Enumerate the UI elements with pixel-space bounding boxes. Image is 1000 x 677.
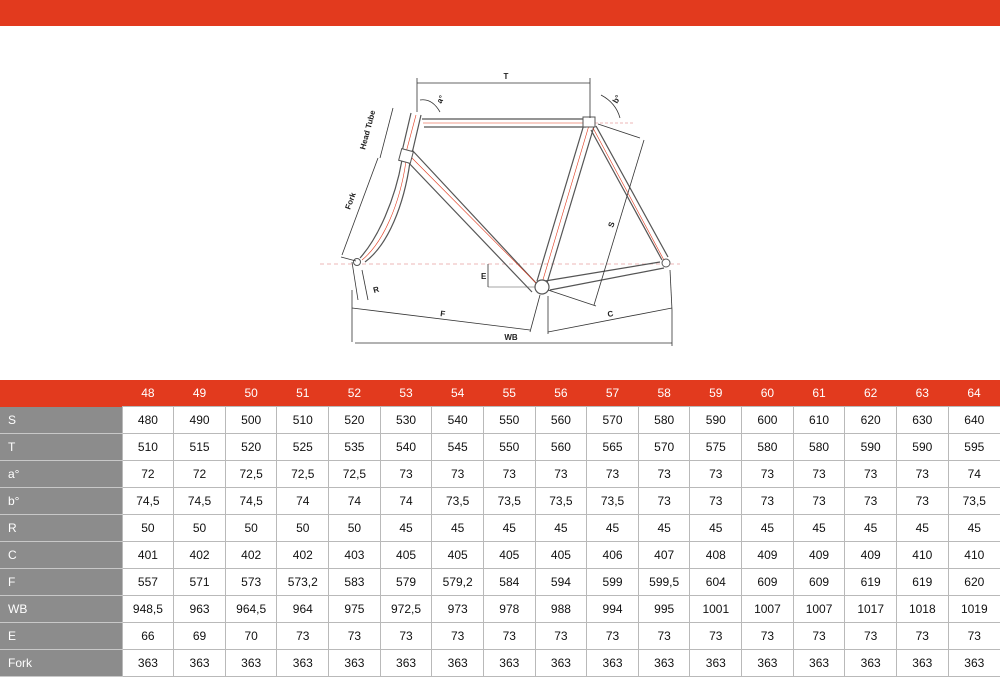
table-cell: 1017	[845, 596, 897, 623]
row-label: WB	[0, 596, 122, 623]
table-cell: 73	[535, 461, 587, 488]
geometry-table	[0, 380, 1000, 677]
table-cell: 73	[845, 623, 897, 650]
size-header: 54	[432, 380, 484, 407]
table-cell: 405	[432, 542, 484, 569]
table-cell: 45	[380, 515, 432, 542]
table-cell: 964,5	[225, 596, 277, 623]
frame-geometry-diagram	[0, 26, 1000, 380]
label-F: F	[439, 309, 446, 319]
table-cell: 609	[742, 569, 794, 596]
table-cell: 599	[587, 569, 639, 596]
table-cell: 73,5	[432, 488, 484, 515]
table-cell: 363	[742, 650, 794, 677]
table-cell: 73	[742, 461, 794, 488]
table-row	[0, 515, 1000, 542]
table-cell: 408	[690, 542, 742, 569]
table-cell: 565	[587, 434, 639, 461]
table-cell: 619	[845, 569, 897, 596]
row-label: Fork	[0, 650, 122, 677]
table-cell: 1019	[948, 596, 1000, 623]
table-cell: 363	[277, 650, 329, 677]
table-cell: 363	[174, 650, 226, 677]
table-cell: 401	[122, 542, 174, 569]
size-header: 51	[277, 380, 329, 407]
table-cell: 45	[845, 515, 897, 542]
table-cell: 964	[277, 596, 329, 623]
table-cell: 988	[535, 596, 587, 623]
table-cell: 45	[896, 515, 948, 542]
size-header-row	[0, 380, 1000, 407]
table-cell: 74,5	[122, 488, 174, 515]
table-row	[0, 542, 1000, 569]
table-cell: 402	[277, 542, 329, 569]
table-cell: 74	[380, 488, 432, 515]
table-row	[0, 650, 1000, 677]
table-cell: 363	[587, 650, 639, 677]
table-cell: 520	[225, 434, 277, 461]
table-cell: 560	[535, 434, 587, 461]
table-cell: 1001	[690, 596, 742, 623]
table-cell: 73	[793, 623, 845, 650]
table-cell: 73	[793, 461, 845, 488]
label-WB: WB	[504, 333, 518, 342]
table-cell: 74	[329, 488, 381, 515]
table-cell: 73	[845, 461, 897, 488]
table-cell: 73	[638, 488, 690, 515]
table-cell: 73	[432, 461, 484, 488]
table-cell: 1007	[742, 596, 794, 623]
table-cell: 595	[948, 434, 1000, 461]
table-cell: 550	[483, 434, 535, 461]
table-row	[0, 488, 1000, 515]
table-cell: 405	[535, 542, 587, 569]
table-cell: 510	[122, 434, 174, 461]
size-header: 49	[174, 380, 226, 407]
table-row	[0, 434, 1000, 461]
table-cell: 963	[174, 596, 226, 623]
table-cell: 74	[948, 461, 1000, 488]
table-cell: 520	[329, 407, 381, 434]
header-corner	[0, 380, 122, 407]
size-header: 53	[380, 380, 432, 407]
table-cell: 363	[432, 650, 484, 677]
table-cell: 74,5	[225, 488, 277, 515]
table-cell: 630	[896, 407, 948, 434]
table-cell: 994	[587, 596, 639, 623]
table-cell: 73	[277, 623, 329, 650]
table-row	[0, 623, 1000, 650]
table-cell: 363	[793, 650, 845, 677]
table-cell: 73,5	[587, 488, 639, 515]
table-cell: 948,5	[122, 596, 174, 623]
table-cell: 73	[483, 623, 535, 650]
table-cell: 45	[690, 515, 742, 542]
table-cell: 510	[277, 407, 329, 434]
table-cell: 407	[638, 542, 690, 569]
label-fork: Fork	[343, 191, 358, 211]
table-cell: 74,5	[174, 488, 226, 515]
table-cell: 45	[793, 515, 845, 542]
table-cell: 409	[845, 542, 897, 569]
label-head-tube: Head Tube	[358, 109, 378, 151]
table-cell: 402	[174, 542, 226, 569]
table-cell: 45	[638, 515, 690, 542]
table-cell: 575	[690, 434, 742, 461]
table-cell: 619	[896, 569, 948, 596]
table-cell: 50	[277, 515, 329, 542]
table-cell: 50	[329, 515, 381, 542]
table-cell: 973	[432, 596, 484, 623]
table-cell: 73	[380, 461, 432, 488]
row-label: R	[0, 515, 122, 542]
table-cell: 557	[122, 569, 174, 596]
table-cell: 50	[122, 515, 174, 542]
size-header: 57	[587, 380, 639, 407]
size-header: 64	[948, 380, 1000, 407]
table-cell: 73	[587, 623, 639, 650]
table-cell: 45	[432, 515, 484, 542]
table-cell: 72,5	[225, 461, 277, 488]
table-cell: 403	[329, 542, 381, 569]
table-row	[0, 461, 1000, 488]
table-cell: 405	[483, 542, 535, 569]
table-cell: 599,5	[638, 569, 690, 596]
table-cell: 580	[793, 434, 845, 461]
table-cell: 1018	[896, 596, 948, 623]
table-cell: 73	[535, 623, 587, 650]
table-cell: 66	[122, 623, 174, 650]
table-cell: 590	[896, 434, 948, 461]
table-cell: 550	[483, 407, 535, 434]
table-cell: 45	[587, 515, 639, 542]
table-cell: 73	[742, 623, 794, 650]
table-cell: 609	[793, 569, 845, 596]
size-header: 56	[535, 380, 587, 407]
table-cell: 363	[329, 650, 381, 677]
row-label: S	[0, 407, 122, 434]
table-cell: 535	[329, 434, 381, 461]
table-cell: 405	[380, 542, 432, 569]
table-cell: 972,5	[380, 596, 432, 623]
table-cell: 363	[483, 650, 535, 677]
size-header: 52	[329, 380, 381, 407]
table-cell: 45	[535, 515, 587, 542]
top-banner	[0, 0, 1000, 26]
table-cell: 72	[174, 461, 226, 488]
table-cell: 410	[948, 542, 1000, 569]
size-header: 59	[690, 380, 742, 407]
table-cell: 571	[174, 569, 226, 596]
table-cell: 363	[535, 650, 587, 677]
table-cell: 70	[225, 623, 277, 650]
table-cell: 73	[896, 488, 948, 515]
table-cell: 975	[329, 596, 381, 623]
table-cell: 363	[380, 650, 432, 677]
front-dropout	[354, 259, 361, 266]
label-S: S	[606, 220, 617, 229]
table-cell: 525	[277, 434, 329, 461]
table-cell: 406	[587, 542, 639, 569]
table-cell: 620	[845, 407, 897, 434]
table-cell: 73	[638, 461, 690, 488]
table-cell: 73	[483, 461, 535, 488]
table-cell: 402	[225, 542, 277, 569]
table-cell: 73	[896, 461, 948, 488]
table-cell: 69	[174, 623, 226, 650]
table-cell: 363	[896, 650, 948, 677]
table-cell: 584	[483, 569, 535, 596]
rear-dropout	[662, 259, 670, 267]
table-cell: 573	[225, 569, 277, 596]
table-cell: 560	[535, 407, 587, 434]
table-cell: 600	[742, 407, 794, 434]
table-cell: 545	[432, 434, 484, 461]
table-cell: 45	[948, 515, 1000, 542]
bottom-bracket	[535, 280, 549, 294]
table-cell: 590	[845, 434, 897, 461]
table-cell: 978	[483, 596, 535, 623]
table-cell: 540	[432, 407, 484, 434]
table-cell: 73	[845, 488, 897, 515]
table-row	[0, 596, 1000, 623]
table-cell: 73	[690, 488, 742, 515]
table-cell: 573,2	[277, 569, 329, 596]
table-cell: 73	[638, 623, 690, 650]
table-cell: 73	[587, 461, 639, 488]
label-E: E	[481, 272, 487, 281]
size-header: 48	[122, 380, 174, 407]
table-cell: 579	[380, 569, 432, 596]
table-cell: 363	[225, 650, 277, 677]
table-cell: 480	[122, 407, 174, 434]
table-cell: 73,5	[483, 488, 535, 515]
table-cell: 363	[122, 650, 174, 677]
table-cell: 73	[690, 623, 742, 650]
table-row	[0, 569, 1000, 596]
table-cell: 570	[587, 407, 639, 434]
table-cell: 73	[329, 623, 381, 650]
label-C: C	[606, 309, 615, 319]
label-T: T	[503, 72, 509, 81]
size-header: 61	[793, 380, 845, 407]
table-cell: 73	[380, 623, 432, 650]
table-cell: 72,5	[277, 461, 329, 488]
table-cell: 73	[432, 623, 484, 650]
size-header: 50	[225, 380, 277, 407]
row-label: T	[0, 434, 122, 461]
table-cell: 363	[690, 650, 742, 677]
table-cell: 409	[793, 542, 845, 569]
frame-tubes	[360, 113, 668, 292]
table-cell: 580	[638, 407, 690, 434]
table-cell: 73	[742, 488, 794, 515]
table-cell: 604	[690, 569, 742, 596]
table-cell: 363	[845, 650, 897, 677]
table-cell: 500	[225, 407, 277, 434]
table-cell: 73	[690, 461, 742, 488]
table-cell: 640	[948, 407, 1000, 434]
table-cell: 73,5	[535, 488, 587, 515]
table-cell: 610	[793, 407, 845, 434]
size-header: 55	[483, 380, 535, 407]
table-cell: 583	[329, 569, 381, 596]
table-cell: 72,5	[329, 461, 381, 488]
table-row	[0, 407, 1000, 434]
table-cell: 73	[793, 488, 845, 515]
table-cell: 73	[896, 623, 948, 650]
row-label: F	[0, 569, 122, 596]
table-cell: 45	[742, 515, 794, 542]
table-cell: 540	[380, 434, 432, 461]
table-cell: 530	[380, 407, 432, 434]
table-cell: 995	[638, 596, 690, 623]
table-cell: 490	[174, 407, 226, 434]
table-cell: 73	[948, 623, 1000, 650]
label-a-angle: a°	[434, 93, 447, 105]
row-label: C	[0, 542, 122, 569]
table-cell: 73,5	[948, 488, 1000, 515]
size-header: 58	[638, 380, 690, 407]
table-cell: 570	[638, 434, 690, 461]
table-cell: 363	[948, 650, 1000, 677]
label-b-angle: b°	[610, 93, 623, 105]
table-cell: 409	[742, 542, 794, 569]
table-cell: 74	[277, 488, 329, 515]
table-cell: 515	[174, 434, 226, 461]
table-cell: 72	[122, 461, 174, 488]
table-cell: 594	[535, 569, 587, 596]
row-label: b°	[0, 488, 122, 515]
size-header: 60	[742, 380, 794, 407]
table-cell: 579,2	[432, 569, 484, 596]
row-label: E	[0, 623, 122, 650]
table-cell: 410	[896, 542, 948, 569]
table-cell: 363	[638, 650, 690, 677]
table-cell: 50	[225, 515, 277, 542]
table-cell: 590	[690, 407, 742, 434]
row-label: a°	[0, 461, 122, 488]
table-cell: 1007	[793, 596, 845, 623]
label-R: R	[372, 284, 381, 295]
table-cell: 580	[742, 434, 794, 461]
size-header: 62	[845, 380, 897, 407]
size-header: 63	[896, 380, 948, 407]
table-cell: 45	[483, 515, 535, 542]
table-cell: 620	[948, 569, 1000, 596]
table-cell: 50	[174, 515, 226, 542]
